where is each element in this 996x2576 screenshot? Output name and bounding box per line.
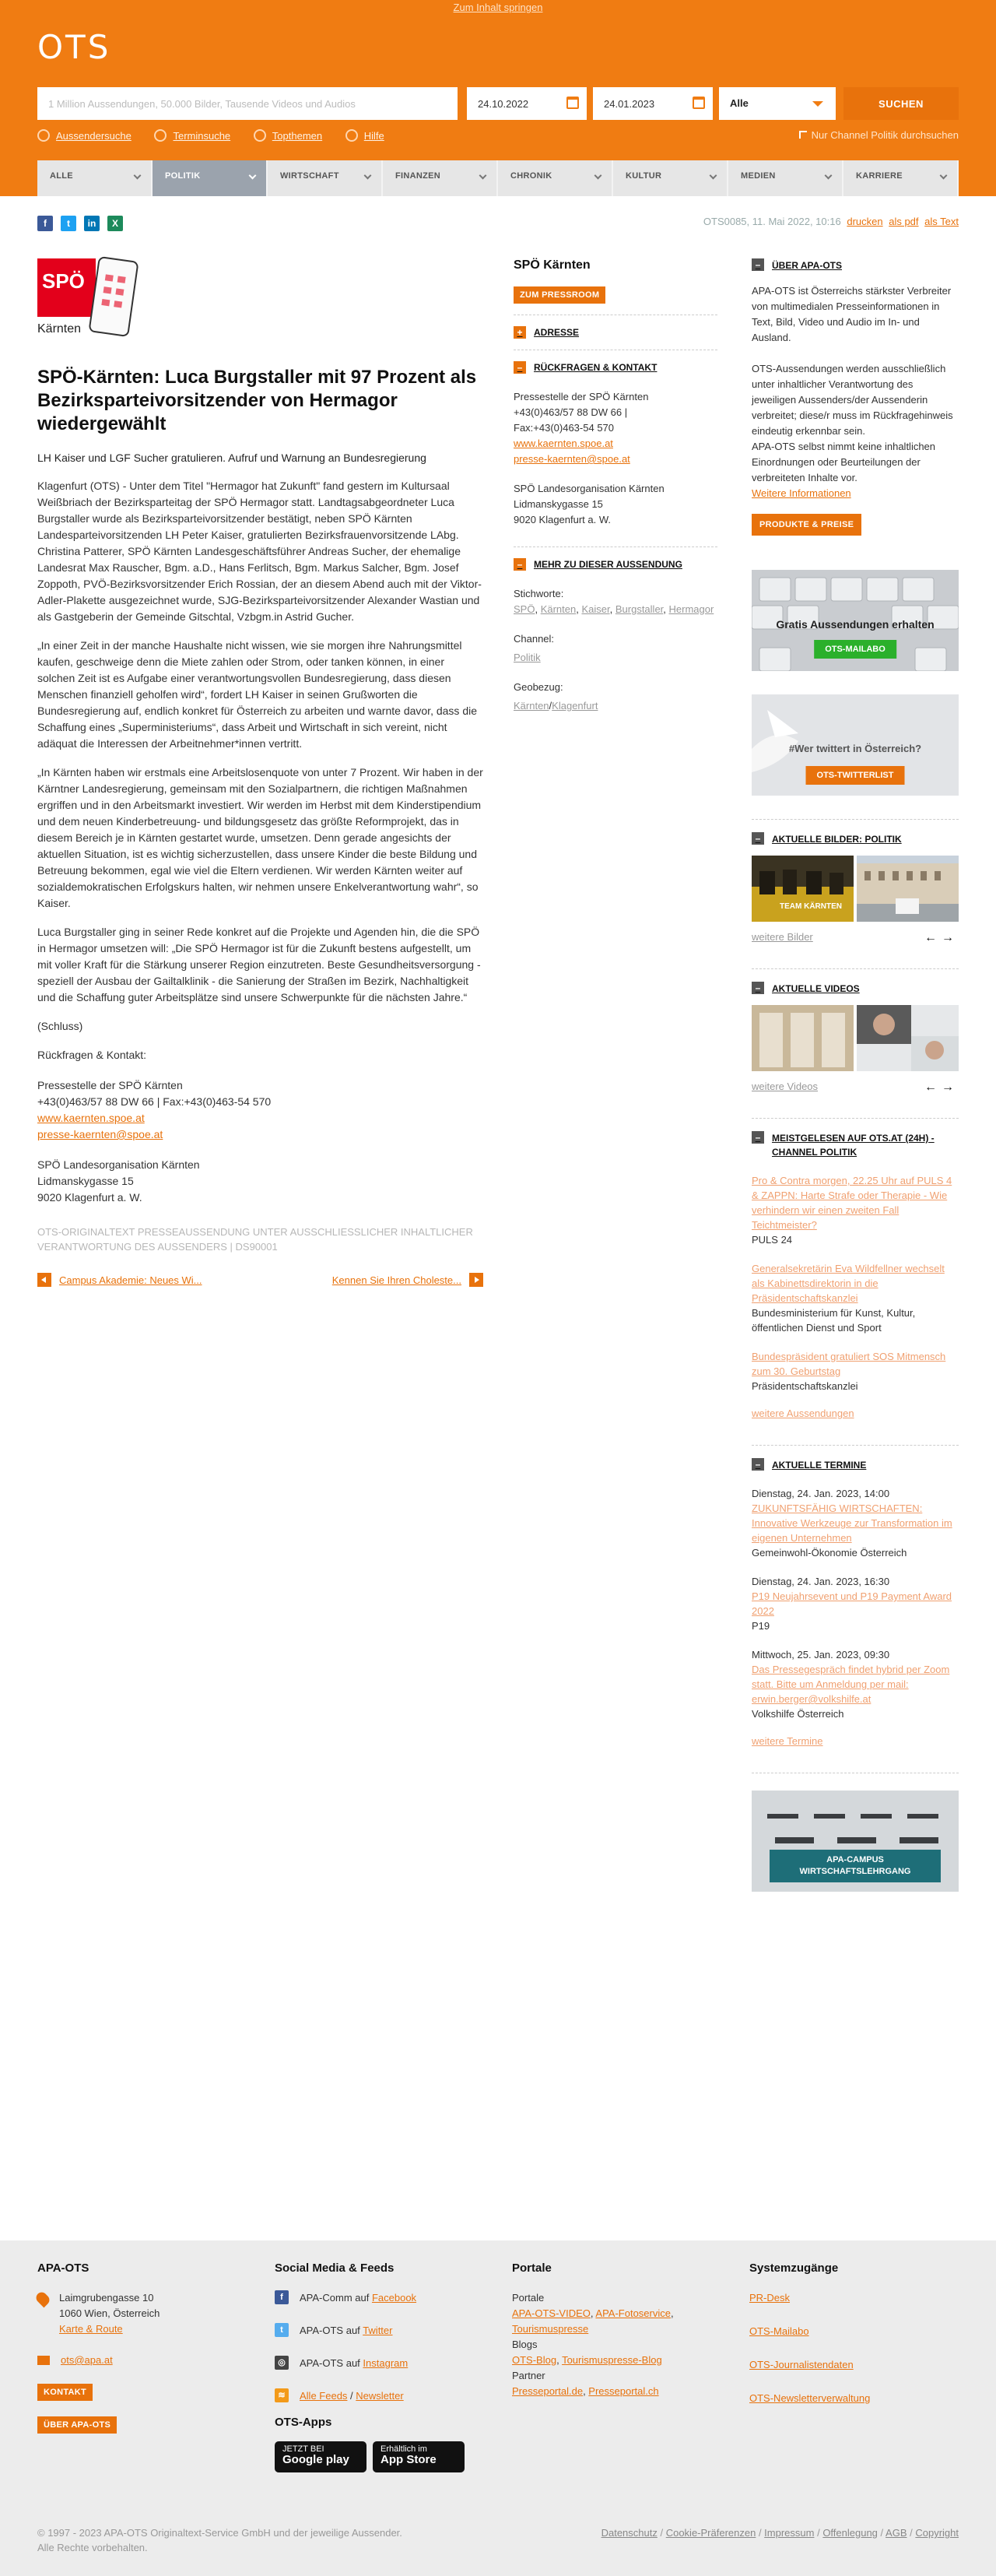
- mailabo-banner[interactable]: [752, 570, 959, 671]
- sender-sidebar: [514, 258, 717, 714]
- chevron-down-icon: [479, 172, 487, 180]
- contact-section: [514, 350, 717, 528]
- contact-details: Pressestelle der SPÖ Kärnten +43(0)463/57 88 DW 66 | Fax:+43(0)463-54 570 www.kaernten.spoe.at presse-kaernten@spoe.at: [514, 391, 649, 465]
- contact-button[interactable]: KONTAKT: [37, 2384, 93, 2401]
- article-lead: LH Kaiser und LGF Sucher gratulieren. Aufruf und Warnung an Bundesregierung: [37, 452, 426, 464]
- chevron-down-icon: [710, 172, 717, 180]
- phone-image: [88, 256, 139, 337]
- keyword-link[interactable]: Kärnten: [540, 603, 577, 615]
- sender-logo-block: [37, 258, 483, 338]
- event-link[interactable]: Das Pressegespräch findet hybrid per Zoom statt. Bitte um Anmeldung per mail: erwin.berger@volkshilfe.at: [752, 1664, 950, 1705]
- skip-link[interactable]: Zum Inhalt springen: [453, 2, 543, 13]
- article-title: SPÖ-Kärnten: Luca Burgstaller mit 97 Prozent als Bezirksparteivorsitzender von Hermagor wiedergewählt: [37, 367, 477, 434]
- date-from-field[interactable]: [467, 87, 587, 120]
- contact-address: SPÖ Landesorganisation Kärnten Lidmanskygasse 15 9020 Klagenfurt a. W.: [514, 483, 665, 525]
- nav-item-kultur[interactable]: KULTUR: [613, 160, 728, 196]
- carousel-arrows[interactable]: ←→: [924, 1081, 959, 1094]
- minus-icon: –: [752, 832, 764, 845]
- twitterlist-text: #Wer twittert in Österreich?: [788, 743, 922, 754]
- twitter-icon: t: [275, 2323, 289, 2337]
- paragraph: Klagenfurt (OTS) - Unter dem Titel "Hermagor hat Zukunft" fand gestern im Kultursaal Weißbriach der Bezirksparteitag der SPÖ Hermagor statt. Landtagsabgeordneter Luca Burgstaller wurde als Bezirksparteivorsitzender bestätigt, neben SPÖ Kärnten Landesparteivorsitzenden LH Peter Kaiser, gratulierten Bezirksfrauenvorsitzende LAbg. Christina Patterer, SPÖ Kärnten Landesgeschäftsführer Andreas Sucher, der ehemalige Landesrat Max Rauscher, Bgm. a.D., Hans Ferlitsch, Bgm. Markus Salcher, Bgm. Josef Zoppoth, PVÖ-Bezirksvorsitzender Erich Rossian, der an diesem Abend auch mit der Viktor-Adler-Plakette ausgezeichnet wurde, SJG-Bezirksparteivorsitzender Alexander Wastian und als Gastgeberin der Gemeinde Gitschtal, Vzbgm.in Astrid Gucher.: [37, 480, 482, 623]
- picture-thumb[interactable]: [752, 856, 854, 922]
- facebook-link[interactable]: Facebook: [371, 2292, 417, 2304]
- carousel-arrows[interactable]: ←→: [924, 931, 959, 944]
- copyright: © 1997 - 2023 APA-OTS Originaltext-Service GmbH und der jeweilige Aussender. Alle Rechte vorbehalten.: [37, 2527, 402, 2553]
- print-link[interactable]: drucken: [847, 216, 883, 227]
- videos-footer: [752, 1081, 959, 1095]
- newsletter-link[interactable]: Newsletter: [356, 2390, 404, 2402]
- search-bar: [37, 87, 959, 120]
- chevron-down-icon: [134, 172, 142, 180]
- pictures-footer: [752, 931, 959, 945]
- article-pager: [37, 1273, 483, 1287]
- paragraph: „In einer Zeit in der manche Haushalte nicht wissen, wie sie morgen ihre Nahrungsmittel kaufen, geschweige denn die Miete zahlen oder Strom, oder tanken können, in einer solchen Zeit ist es Aufgabe einer verantwortungsvollen Bundesregierung, dass diesen Menschen finanziell geholfen wird“, fordert LH Kaiser in seinen Grußworten die Bundesregierung auf, endlich konkret für Österreich zu arbeiten und warnte davor, dass die Schaffung eines „Superministeriums“, dass Arbeit und Wirtschaft in sich vereint, nicht adäquat die Interessen der Arbeitnehmer*innen vertritt.: [37, 639, 477, 750]
- video-thumb[interactable]: [752, 1005, 854, 1071]
- nav-item-alle[interactable]: ALLE: [37, 160, 153, 196]
- picture-caption: TEAM KÄRNTEN: [780, 902, 842, 911]
- contact-mail-link[interactable]: presse-kaernten@spoe.at: [37, 1128, 163, 1140]
- more-videos-link[interactable]: weitere Videos: [752, 1081, 819, 1092]
- footer-bottom: [37, 2525, 959, 2555]
- event-item: Dienstag, 24. Jan. 2023, 16:30 P19 Neujahrsevent und P19 Payment Award 2022 P19: [752, 1576, 952, 1632]
- blog-link[interactable]: Tourismuspresse-Blog: [562, 2354, 662, 2366]
- building-photo: [857, 856, 959, 922]
- legal-link[interactable]: Datenschutz: [601, 2527, 658, 2539]
- keyword-link[interactable]: Burgstaller: [615, 603, 664, 615]
- geo-links: Kärnten/Klagenfurt: [514, 700, 598, 712]
- channel-only-checkbox[interactable]: Nur Channel Politik durchsuchen: [799, 129, 959, 141]
- contact-line: Pressestelle der SPÖ Kärnten +43(0)463/57 88 DW 66 | Fax:+43(0)463-54 570 www.kaernten.spoe.at presse-kaernten@spoe.at: [37, 1079, 272, 1140]
- rss-icon: ≋: [275, 2388, 289, 2402]
- most-read-link[interactable]: Pro & Contra morgen, 22.25 Uhr auf PULS 4 & ZAPPN: Harte Strafe oder Therapie - Wie verhindern wir einen zweiten Fall Teichtmeister?: [752, 1175, 952, 1231]
- xing-icon[interactable]: X: [107, 216, 123, 231]
- date-to-field[interactable]: [593, 87, 713, 120]
- events-section: [752, 1445, 959, 1749]
- main-content: [37, 196, 959, 2240]
- linkedin-icon[interactable]: in: [84, 216, 100, 231]
- site-footer: [0, 2240, 996, 2576]
- nav-item-chronik[interactable]: CHRONIK: [498, 160, 613, 196]
- geo-link[interactable]: Kärnten: [514, 700, 549, 712]
- footer-heading: APA-OTS: [37, 2261, 89, 2275]
- about-text: OTS-Aussendungen werden ausschließlich unter inhaltlicher Verantwortung des jeweiligen Aussenders/der Aussenderin verbreitet; diese/r muss im Rückfragehinweis eindeutig erkennbar sein.: [752, 363, 953, 437]
- footer-mail-link[interactable]: ots@apa.at: [61, 2354, 113, 2366]
- paragraph: „In Kärnten haben wir erstmals eine Arbeitslosenquote von unter 7 Prozent. Wir haben in der Kärntner Landesregierung, gemeinsam mit den Sozialpartnern, die richtigen Maßnahmen ergriffen und in den Arbeitsmarkt investiert. Wir werden im Herbst mit dem Kinderstipendium und dem neuen Kinderbetreuung- und bildungsgesetz das größte Reformprojekt, das in diesem Bereich je in Kärnten gestartet wurde, umsetzen. Denn gerade angesichts der aktuellen Situation, ist es wichtig sicherzustellen, dass unsere Kinder die beste Bildung und Betreuung bekommen, egal wie viel die Eltern verdienen. Wir werden Kärnten weiter auf sozialdemokratischen Erfolgskurs halten, wir nehmen unsere Enkelverantwortung wahr“, so Kaiser.: [37, 766, 483, 909]
- picture-thumb[interactable]: [857, 856, 959, 922]
- more-section: [514, 546, 717, 714]
- contact-address: SPÖ Landesorganisation Kärnten Lidmanskygasse 15 9020 Klagenfurt a. W.: [37, 1158, 200, 1204]
- about-heading[interactable]: – ÜBER APA-OTS: [752, 258, 959, 272]
- mailabo-text: Gratis Aussendungen erhalten: [776, 618, 935, 631]
- nav-item-finanzen[interactable]: FINANZEN: [383, 160, 498, 196]
- type-select-value: Alle: [730, 97, 749, 109]
- twitterlist-banner[interactable]: [752, 694, 959, 796]
- footer-col-social: Social Media & Feeds f APA-Comm auf Facebook t APA-OTS auf Twitter ◎ APA-OTS auf Instagram ≋ Alle Feeds / Newsletter OTS-Apps JETZT BEI Google play Erhältlich im App Store: [275, 2261, 493, 2472]
- events-heading[interactable]: – AKTUELLE TERMINE: [752, 1458, 959, 1472]
- videos-heading[interactable]: – AKTUELLE VIDEOS: [752, 982, 959, 996]
- minus-icon: –: [752, 258, 764, 271]
- article-meta: [703, 216, 959, 227]
- video-still: [752, 1005, 854, 1071]
- video-still: [857, 1005, 959, 1071]
- videos-section: [752, 968, 959, 1095]
- share-bar: [37, 216, 123, 231]
- spo-logo-sub: Kärnten: [37, 322, 82, 336]
- facebook-icon: f: [275, 2290, 289, 2304]
- nav-item-wirtschaft[interactable]: WIRTSCHAFT: [268, 160, 383, 196]
- instagram-link[interactable]: Instagram: [363, 2357, 409, 2369]
- portal-link[interactable]: Tourismuspresse: [512, 2323, 589, 2335]
- legal-link[interactable]: Impressum: [764, 2527, 815, 2539]
- disclaimer: OTS-ORIGINALTEXT PRESSEAUSSENDUNG UNTER AUSSCHLIESSLICHER INHALTLICHER VERANTWORTUNG DES AUSSENDERS | DS90001: [37, 1226, 473, 1253]
- chevron-down-icon: [364, 172, 372, 180]
- event-link[interactable]: ZUKUNFTSFÄHIG WIRTSCHAFTEN: Innovative Werkzeuge zur Transformation im eigenen Unternehmen: [752, 1502, 952, 1544]
- google-play-badge[interactable]: JETZT BEI Google play: [275, 2441, 366, 2472]
- search-button[interactable]: SUCHEN: [843, 87, 959, 120]
- channel-link[interactable]: Politik: [514, 652, 541, 663]
- more-toggle[interactable]: – MEHR ZU DIESER AUSSENDUNG: [514, 558, 717, 571]
- text-link[interactable]: als Text: [924, 216, 959, 227]
- footer-heading: Systemzugänge: [749, 2261, 839, 2275]
- pdf-link[interactable]: als pdf: [889, 216, 919, 227]
- type-select[interactable]: [719, 87, 836, 120]
- partner-link[interactable]: Presseportal.ch: [588, 2385, 659, 2397]
- chevron-down-icon: [940, 172, 948, 180]
- right-sidebar: [752, 258, 959, 1892]
- system-link[interactable]: OTS-Mailabo: [749, 2325, 809, 2337]
- chevron-down-icon: [249, 172, 257, 180]
- article-body: [37, 478, 483, 1206]
- calendar-icon[interactable]: [693, 97, 705, 109]
- more-releases-link[interactable]: weitere Aussendungen: [752, 1407, 854, 1419]
- mailabo-button[interactable]: OTS-MAILABO: [814, 640, 896, 659]
- pressroom-button[interactable]: ZUM PRESSROOM: [514, 286, 605, 304]
- caret-down-icon: [812, 101, 823, 107]
- minus-icon: –: [752, 982, 764, 994]
- arrow-left-icon: [37, 1273, 51, 1287]
- system-link[interactable]: OTS-Journalistendaten: [749, 2359, 854, 2370]
- keyword-link[interactable]: Kaiser: [581, 603, 610, 615]
- app-store-badge[interactable]: Erhältlich im App Store: [373, 2441, 465, 2472]
- portal-link[interactable]: APA-Fotoservice: [595, 2307, 671, 2319]
- legal-links: Datenschutz / Cookie-Präferenzen / Impressum / Offenlegung / AGB / Copyright: [601, 2527, 959, 2539]
- search-input[interactable]: [37, 87, 458, 120]
- legal-link[interactable]: Cookie-Präferenzen: [665, 2527, 756, 2539]
- minus-icon: –: [752, 1131, 764, 1144]
- about-text: APA-OTS ist Österreichs stärkster Verbreiter von multimedialen Presseinformationen in Text, Bild, Video und Audio im In- und Ausland.: [752, 285, 952, 343]
- video-thumb[interactable]: [857, 1005, 959, 1071]
- date-to-input[interactable]: [593, 87, 686, 120]
- web-link[interactable]: www.kaernten.spoe.at: [514, 438, 613, 449]
- footer-heading: Portale: [512, 2261, 552, 2275]
- spo-logo: SPÖ: [37, 258, 96, 317]
- end-marker: (Schluss): [37, 1020, 83, 1032]
- feeds-link[interactable]: Alle Feeds: [300, 2390, 348, 2402]
- minus-icon: –: [752, 1458, 764, 1471]
- keyword-link[interactable]: Hermagor: [668, 603, 714, 615]
- mail-icon: [37, 2356, 50, 2365]
- more-events-link[interactable]: weitere Termine: [752, 1735, 823, 1747]
- more-pictures-link[interactable]: weitere Bilder: [752, 931, 813, 943]
- legal-link[interactable]: AGB: [886, 2527, 907, 2539]
- article: [37, 258, 483, 1287]
- article-id-date: OTS0085, 11. Mai 2022, 10:16: [703, 216, 841, 227]
- address-toggle[interactable]: + ADRESSE: [514, 326, 717, 339]
- keywords: SPÖ, Kärnten, Kaiser, Burgstaller, Hermagor: [514, 603, 714, 615]
- most-read-section: [752, 1118, 959, 1422]
- site-header: [0, 0, 996, 196]
- category-nav: [37, 160, 959, 196]
- ots-logo[interactable]: OTS: [37, 28, 111, 66]
- apps-heading: OTS-Apps: [275, 2416, 332, 2429]
- most-read-item: Generalsekretärin Eva Wildfellner wechselt als Kabinettsdirektorin in die Präsidentschaftskanzlei Bundesministerium für Kunst, Kultur, öffentlichen Dienst und Sport: [752, 1263, 945, 1334]
- nav-item-politik[interactable]: POLITIK: [153, 160, 268, 196]
- system-link[interactable]: OTS-Newsletterverwaltung: [749, 2392, 871, 2404]
- calendar-icon[interactable]: [566, 97, 579, 109]
- date-from-input[interactable]: [467, 87, 560, 120]
- products-button[interactable]: PRODUKTE & PREISE: [752, 514, 861, 536]
- mail-link[interactable]: presse-kaernten@spoe.at: [514, 453, 630, 465]
- most-read-link[interactable]: Bundespräsident gratuliert SOS Mitmensch zum 30. Geburtstag: [752, 1351, 946, 1377]
- footer-col-apa: APA-OTS Laimgrubengasse 10 1060 Wien, Österreich Karte & Route ots@apa.at KONTAKT ÜBER APA-OTS: [37, 2261, 232, 2434]
- most-read-heading[interactable]: – MEISTGELESEN AUF OTS.AT (24H) - CHANNEL POLITIK: [752, 1131, 959, 1159]
- about-text: APA-OTS selbst nimmt keine inhaltlichen Einordnungen oder Beurteilungen der verbreiteten Inhalte vor.: [752, 441, 936, 483]
- keyword-link[interactable]: SPÖ: [514, 603, 535, 615]
- contact-heading: Rückfragen & Kontakt:: [37, 1049, 147, 1061]
- location-pin-icon: [34, 2290, 52, 2308]
- about-button[interactable]: ÜBER APA-OTS: [37, 2416, 117, 2434]
- most-read-link[interactable]: Generalsekretärin Eva Wildfellner wechselt als Kabinettsdirektorin in die Präsidentschaftskanzlei: [752, 1263, 945, 1304]
- compass-icon: [254, 129, 266, 142]
- campus-banner[interactable]: [752, 1791, 959, 1892]
- keywords-heading: Stichworte:: [514, 588, 564, 599]
- most-read-item: Bundespräsident gratuliert SOS Mitmensch zum 30. Geburtstag Präsidentschaftskanzlei: [752, 1351, 946, 1392]
- instagram-icon: ◎: [275, 2356, 289, 2370]
- next-article-link[interactable]: Kennen Sie Ihren Choleste...: [332, 1273, 483, 1287]
- contact-web-link[interactable]: www.kaernten.spoe.at: [37, 1112, 145, 1124]
- stage-photo: [752, 856, 854, 922]
- footer-col-portals: Portale Portale APA-OTS-VIDEO, APA-Fotoservice, Tourismuspresse Blogs OTS-Blog, Tourismuspresse-Blog Partner Presseportal.de, Presseportal.ch: [512, 2261, 714, 2399]
- campus-section: [752, 1773, 959, 1892]
- prev-article-link[interactable]: Campus Akademie: Neues Wi...: [37, 1273, 202, 1287]
- paragraph: Luca Burgstaller ging in seiner Rede konkret auf die Projekte und Agenden hin, die die SPÖ in Hermagor umsetzen will: „Die SPÖ Hermagor ist für die Zukunft bestens aufgestellt, um mit voller Kraft für die Stärkung unserer Region einzutreten. Beste Gesundheitsversorgung - speziell der Ausbau der Gailtalklinik - die Sanierung der Straßen im Bezirk, Nachhaltigkeit und die Schaffung guter Arbeitsplätze sind unsere Schwerpunkte für die nächsten Jahre.“: [37, 926, 481, 1003]
- geo-link[interactable]: Klagenfurt: [552, 700, 598, 712]
- geo-heading: Geobezug:: [514, 681, 563, 693]
- clock-icon: [154, 129, 167, 142]
- twitterlist-button[interactable]: OTS-TWITTERLIST: [806, 766, 905, 785]
- event-item: Mittwoch, 25. Jan. 2023, 09:30 Das Pressegespräch findet hybrid per Zoom statt. Bitte um Anmeldung per mail: erwin.berger@volkshilfe.at Volkshilfe Österreich: [752, 1649, 950, 1720]
- arrow-right-icon: [469, 1273, 483, 1287]
- sender-icon: [37, 129, 50, 142]
- sender-name: SPÖ Kärnten: [514, 258, 591, 272]
- chevron-down-icon: [594, 172, 602, 180]
- twitter-link[interactable]: Twitter: [363, 2325, 393, 2336]
- minus-icon: –: [514, 361, 526, 374]
- legal-link[interactable]: Copyright: [915, 2527, 959, 2539]
- blog-link[interactable]: OTS-Blog: [512, 2354, 557, 2366]
- pictures-section: [752, 819, 959, 945]
- plus-icon: +: [514, 326, 526, 339]
- contact-toggle[interactable]: – RÜCKFRAGEN & KONTAKT: [514, 361, 717, 374]
- nav-item-medien[interactable]: MEDIEN: [728, 160, 843, 196]
- top-topics-link[interactable]: Topthemen: [254, 129, 322, 142]
- route-link[interactable]: Karte & Route: [59, 2323, 123, 2335]
- pictures-heading[interactable]: – AKTUELLE BILDER: POLITIK: [752, 832, 959, 846]
- portal-link[interactable]: APA-OTS-VIDEO: [512, 2307, 591, 2319]
- nav-item-karriere[interactable]: KARRIERE: [843, 160, 959, 196]
- chevron-down-icon: [825, 172, 833, 180]
- help-link[interactable]: Hilfe: [345, 129, 384, 142]
- footer-heading: Social Media & Feeds: [275, 2261, 395, 2275]
- search-sublinks: [37, 129, 959, 144]
- campus-label: APA-CAMPUS WIRTSCHAFTSLEHRGANG: [770, 1850, 941, 1882]
- footer-col-systems: [749, 2261, 952, 2406]
- event-link[interactable]: P19 Neujahrsevent und P19 Payment Award 2022: [752, 1590, 952, 1617]
- info-icon: [345, 129, 358, 142]
- event-item: Dienstag, 24. Jan. 2023, 14:00 ZUKUNFTSFÄHIG WIRTSCHAFTEN: Innovative Werkzeuge zur Transformation im eigenen Unternehmen Gemeinwohl-Ökonomie Österreich: [752, 1488, 952, 1559]
- sender-search-link[interactable]: Aussendersuche: [37, 129, 132, 142]
- most-read-item: Pro & Contra morgen, 22.25 Uhr auf PULS 4 & ZAPPN: Harte Strafe oder Therapie - Wie verhindern wir einen zweiten Fall Teichtmeister? PULS 24: [752, 1175, 952, 1246]
- checkbox-icon[interactable]: [799, 131, 807, 139]
- twitter-icon[interactable]: t: [61, 216, 76, 231]
- channel-heading: Channel:: [514, 633, 555, 645]
- date-search-link[interactable]: Terminsuche: [154, 129, 230, 142]
- address-section: [514, 315, 717, 339]
- legal-link[interactable]: Offenlegung: [822, 2527, 878, 2539]
- system-link[interactable]: PR-Desk: [749, 2292, 791, 2304]
- facebook-icon[interactable]: f: [37, 216, 53, 231]
- partner-link[interactable]: Presseportal.de: [512, 2385, 584, 2397]
- minus-icon: –: [514, 558, 526, 571]
- more-info-link[interactable]: Weitere Informationen: [752, 487, 851, 499]
